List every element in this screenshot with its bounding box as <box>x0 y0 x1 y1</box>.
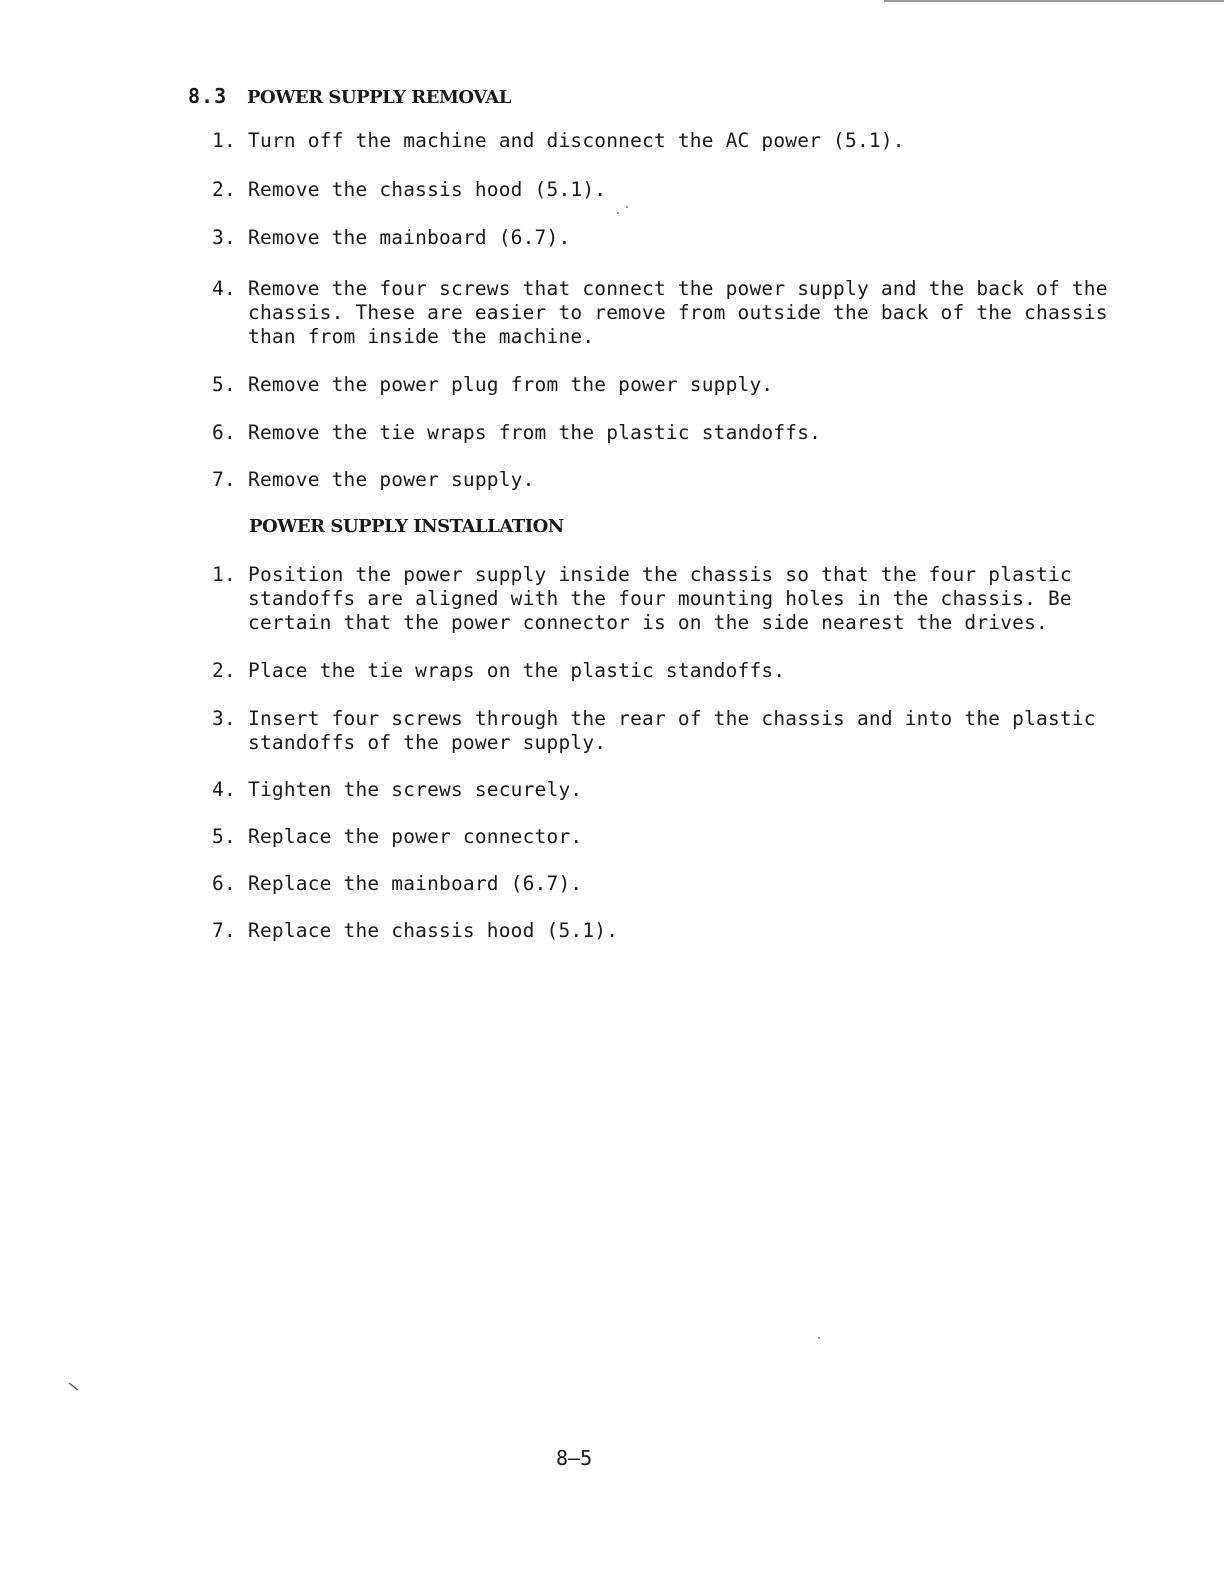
step-number: 1. <box>212 563 236 586</box>
step-number: 2. <box>212 178 236 201</box>
removal-step <box>212 277 1132 349</box>
installation-step <box>212 872 1132 896</box>
scan-mark <box>68 1382 80 1392</box>
step-number: 3. <box>212 226 236 249</box>
step-number: 5. <box>212 373 236 396</box>
step-text: Remove the power supply. <box>248 468 535 491</box>
section-title: POWER SUPPLY REMOVAL <box>247 87 511 108</box>
installation-step <box>212 659 1132 683</box>
installation-step <box>212 563 1132 635</box>
step-text: Remove the mainboard (6.7). <box>248 226 571 249</box>
step-number: 7. <box>212 919 236 942</box>
installation-step <box>212 919 1132 943</box>
step-text: Remove the power plug from the power supply. <box>248 373 774 396</box>
installation-step <box>212 825 1132 849</box>
step-text: Replace the chassis hood (5.1). <box>248 919 619 942</box>
installation-step <box>212 707 1132 755</box>
scan-speck <box>626 206 628 208</box>
removal-step <box>212 178 1132 202</box>
section-number: 8.3 <box>188 84 228 108</box>
step-text: Remove the four screws that connect the power supply and the back of the chassis. These are easier to remove from outside the back of the chassis than from inside the machine. <box>248 277 1108 348</box>
removal-step <box>212 468 1132 492</box>
step-text: Remove the chassis hood (5.1). <box>248 178 607 201</box>
step-text: Place the tie wraps on the plastic standoffs. <box>248 659 786 682</box>
removal-step <box>212 226 1132 250</box>
page-number: 8—5 <box>556 1446 593 1470</box>
step-number: 2. <box>212 659 236 682</box>
step-text: Replace the power connector. <box>248 825 583 848</box>
step-text: Remove the tie wraps from the plastic standoffs. <box>248 421 822 444</box>
step-text: Replace the mainboard (6.7). <box>248 872 583 895</box>
removal-step <box>212 129 1132 153</box>
step-number: 3. <box>212 707 236 730</box>
scan-speck <box>818 1337 820 1339</box>
installation-step <box>212 778 1132 802</box>
removal-step <box>212 421 1132 445</box>
scan-speck <box>617 212 619 214</box>
step-text: Turn off the machine and disconnect the AC power (5.1). <box>248 129 905 152</box>
step-number: 1. <box>212 129 236 152</box>
step-number: 7. <box>212 468 236 491</box>
step-number: 4. <box>212 778 236 801</box>
step-text: Tighten the screws securely. <box>248 778 583 801</box>
step-text: Insert four screws through the rear of the chassis and into the plastic standoffs of the power supply. <box>248 707 1096 754</box>
step-number: 4. <box>212 277 236 300</box>
installation-heading: POWER SUPPLY INSTALLATION <box>249 516 564 537</box>
step-number: 5. <box>212 825 236 848</box>
section-heading <box>188 84 511 108</box>
step-number: 6. <box>212 421 236 444</box>
step-text: Position the power supply inside the chassis so that the four plastic standoffs are aligned with the four mounting holes in the chassis. Be certain that the power connector is on the side nearest the drives. <box>248 563 1072 634</box>
scan-edge-line <box>884 0 1224 2</box>
removal-step <box>212 373 1132 397</box>
step-number: 6. <box>212 872 236 895</box>
